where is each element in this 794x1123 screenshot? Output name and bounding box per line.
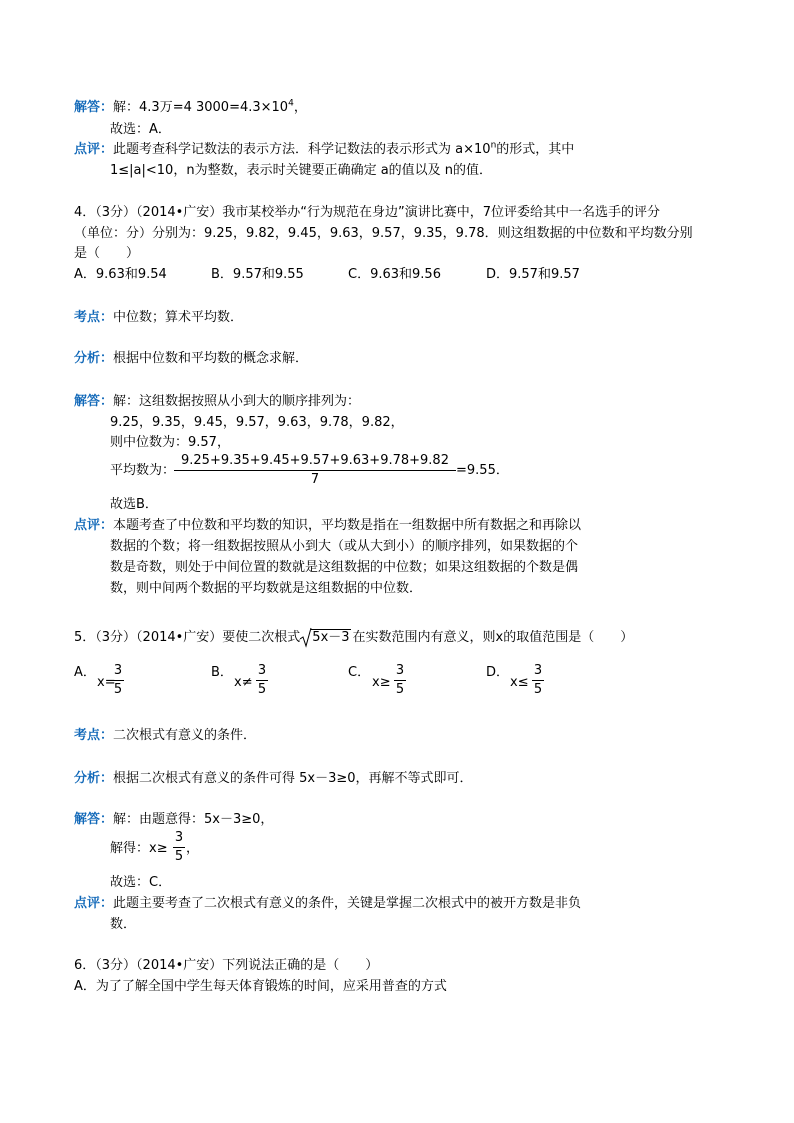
q5-option-c-rel: x≥ bbox=[372, 675, 391, 690]
kaodian-label: 考点： bbox=[74, 728, 114, 743]
q4-mean-suffix: =9.55． bbox=[456, 463, 509, 478]
q5-option-b bbox=[211, 664, 233, 682]
q3-dianping-line1 bbox=[74, 141, 574, 159]
fraction-numerator: 3 bbox=[257, 663, 267, 678]
fraction-denominator: 5 bbox=[395, 682, 405, 697]
q5-sqrt-expression bbox=[300, 629, 350, 647]
q4-option-b: B．9.57和9.55 bbox=[211, 267, 304, 282]
q5-jieda-fraction bbox=[173, 830, 185, 865]
q3-dianping-end: 的形式，其中 bbox=[496, 142, 575, 157]
fraction-numerator: 3 bbox=[113, 663, 123, 678]
fenxi-label: 分析： bbox=[74, 771, 114, 786]
fraction-denominator: 5 bbox=[257, 682, 267, 697]
q3-jieda-text: 解：4.3万=4 3000=4.3×10 bbox=[113, 100, 289, 115]
q5-kaodian-text: 二次根式有意义的条件． bbox=[113, 728, 257, 743]
q4-fenxi-text: 根据中位数和平均数的概念求解． bbox=[113, 351, 309, 366]
q4-kaodian-text: 中位数；算术平均数． bbox=[113, 310, 244, 325]
q4-dianping-line4: 数，则中间两个数据的平均数就是这组数据的中位数． bbox=[110, 581, 423, 596]
fraction-bar bbox=[174, 470, 456, 471]
q5-option-c bbox=[348, 664, 370, 682]
q4-stem-line1: 4．（3分）（2014•广安）我市某校举办“行为规范在身边”演讲比赛中，7位评委给其中一名选手的评分 bbox=[74, 205, 661, 220]
q4-mean-denominator: 7 bbox=[310, 472, 320, 487]
q5-option-a bbox=[74, 664, 96, 682]
radical-sign-icon bbox=[300, 627, 312, 649]
q4-stem-line3: 是（ ） bbox=[74, 246, 140, 261]
q5-option-letter: B． bbox=[211, 665, 233, 680]
q5-radicand: 5x－3 bbox=[312, 630, 350, 645]
q5-fenxi bbox=[74, 770, 473, 788]
q4-dianping-text: 本题考查了中位数和平均数的知识，平均数是指在一组数据中所有数据之和再除以 bbox=[113, 518, 582, 533]
q4-dianping-line3: 数是奇数，则处于中间位置的数就是这组数据的中位数；如果这组数据的个数是偶 bbox=[110, 560, 579, 575]
q4-dianping-line1 bbox=[74, 517, 581, 535]
q5-option-c-fraction bbox=[394, 663, 406, 698]
q4-fenxi bbox=[74, 350, 308, 368]
q5-stem bbox=[74, 629, 633, 647]
fraction-bar bbox=[256, 680, 268, 681]
fraction-numerator: 3 bbox=[174, 830, 184, 845]
dianping-label: 点评： bbox=[74, 896, 114, 911]
q6-option-a: A．为了了解全国中学生每天体育锻炼的时间，应采用普查的方式 bbox=[74, 979, 447, 994]
q5-dianping-line1 bbox=[74, 895, 581, 913]
q3-jieda-line2: 故选：A． bbox=[110, 122, 171, 137]
jieda-label: 解答： bbox=[74, 100, 114, 115]
fraction-denominator: 5 bbox=[533, 682, 543, 697]
dianping-label: 点评： bbox=[74, 142, 114, 157]
fraction-bar bbox=[394, 680, 406, 681]
q3-exponent: 4 bbox=[288, 98, 294, 109]
q4-option-c: C．9.63和9.56 bbox=[348, 267, 441, 282]
fenxi-label: 分析： bbox=[74, 351, 114, 366]
fraction-numerator: 3 bbox=[395, 663, 405, 678]
q5-option-b-fraction bbox=[256, 663, 268, 698]
fraction-denominator: 5 bbox=[174, 849, 184, 864]
fraction-bar bbox=[173, 847, 185, 848]
q5-fenxi-text: 根据二次根式有意义的条件可得 5x－3≥0，再解不等式即可． bbox=[113, 771, 473, 786]
q4-option-d: D．9.57和9.57 bbox=[486, 267, 580, 282]
q4-option-a: A．9.63和9.54 bbox=[74, 267, 167, 282]
q4-jieda-line1 bbox=[74, 393, 360, 411]
q3-dianping-line2: 1≤|a|<10，n为整数，表示时关键要正确确定 a的值以及 n的值． bbox=[110, 163, 493, 178]
q4-jieda-line2: 9.25，9.35，9.45，9.57，9.63，9.78，9.82， bbox=[110, 415, 404, 430]
q5-stem-prefix: 5．（3分）（2014•广安）要使二次根式 bbox=[74, 630, 301, 645]
dianping-label: 点评： bbox=[74, 518, 114, 533]
q5-dianping-text: 此题主要考查了二次根式有意义的条件，关键是掌握二次根式中的被开方数是非负 bbox=[113, 896, 582, 911]
q5-option-letter: C． bbox=[348, 665, 371, 680]
q4-mean-fraction bbox=[174, 453, 456, 488]
q5-jieda-line1 bbox=[74, 811, 273, 829]
q5-option-a-rel: x= bbox=[97, 675, 116, 690]
q6-stem-line1: 6．（3分）（2014•广安）下列说法正确的是（ ） bbox=[74, 958, 379, 973]
q5-stem-suffix: 在实数范围内有意义，则x的取值范围是（ ） bbox=[352, 630, 634, 645]
q4-mean-numerator: 9.25+9.35+9.45+9.57+9.63+9.78+9.82 bbox=[181, 453, 449, 468]
q5-option-d-rel: x≤ bbox=[510, 675, 529, 690]
q4-dianping-line2: 数据的个数；将一组数据按照从小到大（或从大到小）的顺序排列，如果数据的个 bbox=[110, 539, 579, 554]
fraction-bar bbox=[532, 680, 544, 681]
q4-stem-line2: （单位：分）分别为：9.25，9.82，9.45，9.63，9.57，9.35，9.78．则这组数据的中位数和平均数分别 bbox=[74, 226, 693, 241]
q5-option-d-fraction bbox=[532, 663, 544, 698]
q5-option-d bbox=[486, 664, 509, 682]
q4-jieda-line5: 故选B． bbox=[110, 497, 158, 512]
q3-jieda-end: ， bbox=[293, 100, 307, 115]
jieda-label: 解答： bbox=[74, 812, 114, 827]
q5-jieda-line2-suffix: ， bbox=[186, 841, 200, 856]
jieda-label: 解答： bbox=[74, 394, 114, 409]
q4-jieda-text: 解：这组数据按照从小到大的顺序排列为： bbox=[113, 394, 361, 409]
q3-dianping-text: 此题考查科学记数法的表示方法．科学记数法的表示形式为 a×10 bbox=[113, 142, 491, 157]
kaodian-label: 考点： bbox=[74, 310, 114, 325]
q4-mean-prefix: 平均数为： bbox=[110, 463, 176, 478]
q5-jieda-line2-prefix: 解得：x≥ bbox=[110, 841, 168, 856]
q5-option-b-rel: x≠ bbox=[234, 675, 253, 690]
q4-kaodian bbox=[74, 309, 243, 327]
fraction-bar bbox=[112, 680, 124, 681]
q3-jieda-line1 bbox=[74, 99, 307, 117]
q4-jieda-line3: 则中位数为：9.57， bbox=[110, 435, 230, 450]
q5-dianping-line2: 数． bbox=[110, 917, 137, 932]
q5-jieda-line3: 故选：C． bbox=[110, 875, 172, 890]
q5-option-letter: A． bbox=[74, 665, 96, 680]
q5-kaodian bbox=[74, 727, 256, 745]
q5-option-letter: D． bbox=[486, 665, 510, 680]
q3-dianping-exponent: n bbox=[490, 140, 497, 151]
fraction-numerator: 3 bbox=[533, 663, 543, 678]
fraction-denominator: 5 bbox=[113, 682, 123, 697]
q5-option-a-fraction bbox=[112, 663, 124, 698]
q5-jieda-text: 解：由题意得：5x－3≥0， bbox=[113, 812, 274, 827]
